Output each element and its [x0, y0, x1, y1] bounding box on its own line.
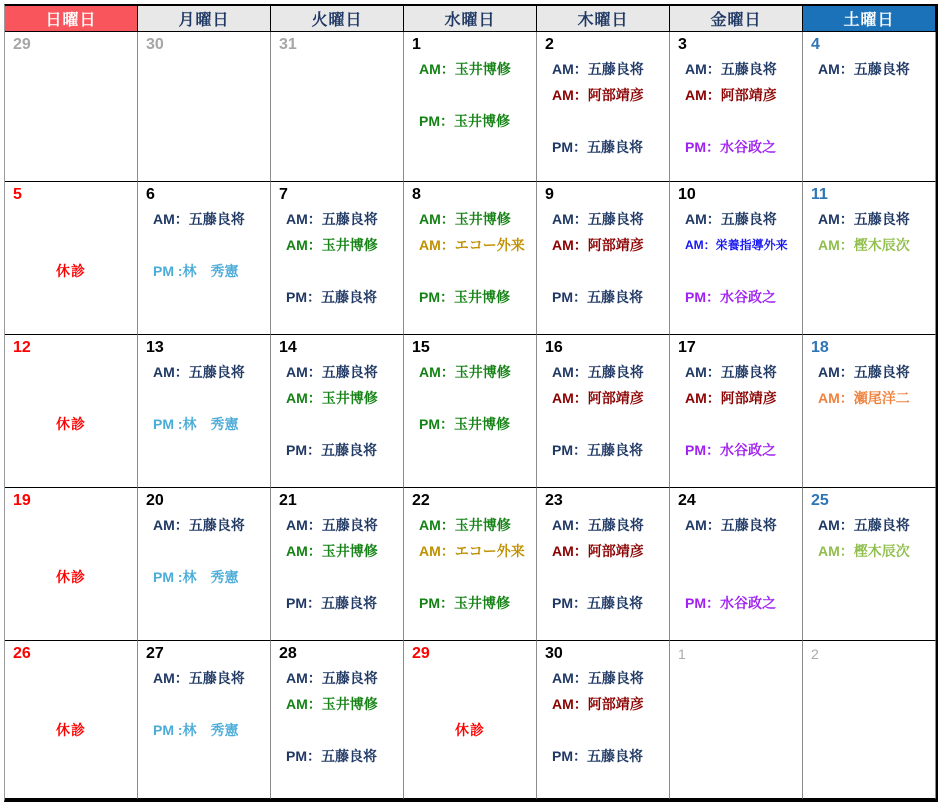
- shift-entry: AM：五藤良将: [552, 670, 644, 686]
- shift-entry: AM：五藤良将: [552, 61, 644, 77]
- empty-slot: [803, 82, 935, 108]
- day-number: 10: [678, 186, 696, 203]
- closed-label: 休診: [56, 569, 86, 585]
- shift-entry: PM：五藤良将: [552, 289, 643, 305]
- empty-slot: [803, 590, 935, 616]
- day-cell-31: [271, 32, 404, 182]
- shift-entry: PM：水谷政之: [685, 442, 776, 458]
- shift-entry: PM：玉井博修: [419, 416, 510, 432]
- day-number: 18: [811, 339, 829, 356]
- day-cell-29: [5, 32, 138, 182]
- shift-entry: PM：水谷政之: [685, 289, 776, 305]
- day-number: 2: [811, 646, 819, 662]
- weekday-header-thursday: 木曜日: [537, 5, 670, 32]
- shift-entry: AM：樫木辰次: [818, 543, 910, 559]
- empty-slot: [5, 134, 137, 160]
- closed-label: 休診: [56, 263, 86, 279]
- day-number: 15: [412, 339, 430, 356]
- empty-slot: [670, 691, 802, 717]
- empty-slot: [803, 564, 935, 590]
- shift-entry: AM：阿部靖彦: [552, 543, 644, 559]
- day-cell-18: [803, 335, 936, 488]
- shift-entry: AM：五藤良将: [552, 364, 644, 380]
- shift-entry: PM：五藤良将: [286, 748, 377, 764]
- day-cell-13: [138, 335, 271, 488]
- day-number: 7: [279, 186, 288, 203]
- empty-slot: [5, 359, 137, 385]
- empty-slot: [271, 411, 403, 437]
- empty-slot: [803, 284, 935, 310]
- empty-slot: [138, 590, 270, 616]
- day-number: 25: [811, 492, 829, 509]
- shift-entry: PM：玉井博修: [419, 595, 510, 611]
- shift-entry: AM：五藤良将: [818, 61, 910, 77]
- day-cell-29: [404, 641, 537, 799]
- empty-slot: [537, 411, 669, 437]
- day-number: 27: [146, 645, 164, 662]
- shift-entry: PM :林 秀憲: [153, 569, 239, 585]
- weekday-header-friday: 金曜日: [670, 5, 803, 32]
- day-number: 3: [678, 36, 687, 53]
- day-number: 12: [13, 339, 31, 356]
- empty-slot: [138, 134, 270, 160]
- monthly-schedule-calendar: [4, 4, 938, 802]
- empty-slot: [5, 743, 137, 769]
- empty-slot: [670, 743, 802, 769]
- shift-entry: AM：五藤良将: [153, 517, 245, 533]
- shift-entry: PM :林 秀憲: [153, 263, 239, 279]
- shift-entry: AM：玉井博修: [419, 364, 511, 380]
- empty-slot: [5, 284, 137, 310]
- shift-entry: PM：五藤良将: [552, 748, 643, 764]
- empty-slot: [670, 258, 802, 284]
- day-number: 16: [545, 339, 563, 356]
- empty-slot: [404, 564, 536, 590]
- empty-slot: [803, 134, 935, 160]
- empty-slot: [803, 717, 935, 743]
- empty-slot: [5, 56, 137, 82]
- empty-slot: [271, 564, 403, 590]
- empty-slot: [537, 717, 669, 743]
- empty-slot: [670, 538, 802, 564]
- empty-slot: [271, 82, 403, 108]
- empty-slot: [670, 665, 802, 691]
- day-cell-21: [271, 488, 404, 641]
- day-number: 1: [412, 36, 421, 53]
- empty-slot: [271, 108, 403, 134]
- day-number: 1: [678, 646, 686, 662]
- shift-entry: PM：五藤良将: [286, 595, 377, 611]
- shift-entry: AM：五藤良将: [818, 211, 910, 227]
- shift-entry: AM：五藤良将: [685, 364, 777, 380]
- empty-slot: [803, 437, 935, 463]
- day-number: 19: [13, 492, 31, 509]
- empty-slot: [138, 385, 270, 411]
- shift-entry: AM：玉井博修: [419, 211, 511, 227]
- shift-entry: AM：瀬尾洋二: [818, 390, 910, 406]
- empty-slot: [404, 385, 536, 411]
- empty-slot: [404, 82, 536, 108]
- day-cell-14: [271, 335, 404, 488]
- empty-slot: [138, 82, 270, 108]
- day-cell-26: [5, 641, 138, 799]
- shift-entry: AM：五藤良将: [552, 517, 644, 533]
- day-number: 28: [279, 645, 297, 662]
- empty-slot: [537, 564, 669, 590]
- day-number: 23: [545, 492, 563, 509]
- empty-slot: [404, 134, 536, 160]
- day-cell-17: [670, 335, 803, 488]
- empty-slot: [5, 437, 137, 463]
- day-number: 8: [412, 186, 421, 203]
- day-cell-22: [404, 488, 537, 641]
- day-number: 21: [279, 492, 297, 509]
- shift-entry: AM：五藤良将: [818, 517, 910, 533]
- weekday-header-saturday: 土曜日: [803, 5, 936, 32]
- empty-slot: [537, 108, 669, 134]
- closed-label: 休診: [56, 722, 86, 738]
- shift-entry: AM：五藤良将: [685, 517, 777, 533]
- shift-entry: PM：玉井博修: [419, 289, 510, 305]
- day-cell-19: [5, 488, 138, 641]
- empty-slot: [803, 411, 935, 437]
- empty-slot: [404, 258, 536, 284]
- day-cell-24: [670, 488, 803, 641]
- empty-slot: [138, 691, 270, 717]
- empty-slot: [5, 665, 137, 691]
- empty-slot: [404, 691, 536, 717]
- empty-slot: [138, 232, 270, 258]
- day-cell-15: [404, 335, 537, 488]
- empty-slot: [404, 743, 536, 769]
- weekday-header-tuesday: 火曜日: [271, 5, 404, 32]
- empty-slot: [138, 437, 270, 463]
- day-number: 2: [545, 36, 554, 53]
- shift-entry: AM：エコー外来: [419, 237, 525, 253]
- shift-entry: PM：水谷政之: [685, 139, 776, 155]
- shift-entry: AM：玉井博修: [286, 390, 378, 406]
- day-number: 24: [678, 492, 696, 509]
- empty-slot: [670, 564, 802, 590]
- day-number: 6: [146, 186, 155, 203]
- shift-entry: AM：阿部靖彦: [552, 237, 644, 253]
- shift-entry: AM：樫木辰次: [818, 237, 910, 253]
- shift-entry: PM :林 秀憲: [153, 416, 239, 432]
- shift-entry: AM：阿部靖彦: [685, 390, 777, 406]
- empty-slot: [138, 743, 270, 769]
- shift-entry: AM：五藤良将: [685, 61, 777, 77]
- empty-slot: [138, 108, 270, 134]
- day-number: 26: [13, 645, 31, 662]
- day-number: 29: [13, 36, 31, 53]
- empty-slot: [5, 232, 137, 258]
- shift-entry: PM：五藤良将: [286, 442, 377, 458]
- empty-slot: [803, 743, 935, 769]
- empty-slot: [803, 108, 935, 134]
- shift-entry: AM：五藤良将: [153, 670, 245, 686]
- shift-entry: AM：玉井博修: [286, 543, 378, 559]
- empty-slot: [803, 691, 935, 717]
- day-cell-7: [271, 182, 404, 335]
- shift-entry: AM：玉井博修: [286, 237, 378, 253]
- shift-entry: PM：玉井博修: [419, 113, 510, 129]
- day-cell-8: [404, 182, 537, 335]
- day-number: 20: [146, 492, 164, 509]
- empty-slot: [404, 437, 536, 463]
- empty-slot: [271, 56, 403, 82]
- shift-entry: PM：五藤良将: [286, 289, 377, 305]
- shift-entry: AM：玉井博修: [286, 696, 378, 712]
- shift-entry: AM：五藤良将: [286, 211, 378, 227]
- shift-entry: PM：五藤良将: [552, 595, 643, 611]
- weekday-header-sunday: 日曜日: [5, 5, 138, 32]
- day-cell-1: [670, 641, 803, 799]
- day-cell-23: [537, 488, 670, 641]
- shift-entry: AM：五藤良将: [286, 670, 378, 686]
- empty-slot: [5, 82, 137, 108]
- shift-entry: AM：玉井博修: [419, 517, 511, 533]
- day-number: 29: [412, 645, 430, 662]
- empty-slot: [271, 258, 403, 284]
- shift-entry: AM：玉井博修: [419, 61, 511, 77]
- shift-entry: AM：五藤良将: [153, 211, 245, 227]
- empty-slot: [803, 258, 935, 284]
- day-cell-25: [803, 488, 936, 641]
- empty-slot: [670, 717, 802, 743]
- day-number: 30: [146, 36, 164, 53]
- day-cell-20: [138, 488, 271, 641]
- weekday-header-wednesday: 水曜日: [404, 5, 537, 32]
- empty-slot: [670, 411, 802, 437]
- day-number: 17: [678, 339, 696, 356]
- shift-entry: AM：五藤良将: [286, 364, 378, 380]
- shift-entry: AM：阿部靖彦: [552, 696, 644, 712]
- shift-entry: AM：五藤良将: [552, 211, 644, 227]
- day-number: 13: [146, 339, 164, 356]
- day-cell-30: [138, 32, 271, 182]
- day-cell-10: [670, 182, 803, 335]
- day-number: 14: [279, 339, 297, 356]
- day-cell-1: [404, 32, 537, 182]
- empty-slot: [138, 284, 270, 310]
- shift-entry: AM：阿部靖彦: [552, 87, 644, 103]
- closed-label: 休診: [455, 722, 485, 738]
- day-number: 31: [279, 36, 297, 53]
- day-cell-9: [537, 182, 670, 335]
- empty-slot: [5, 538, 137, 564]
- day-cell-2: [803, 641, 936, 799]
- shift-entry: AM：五藤良将: [818, 364, 910, 380]
- empty-slot: [5, 206, 137, 232]
- day-cell-27: [138, 641, 271, 799]
- shift-entry: AM：五藤良将: [286, 517, 378, 533]
- empty-slot: [5, 108, 137, 134]
- empty-slot: [5, 590, 137, 616]
- empty-slot: [670, 108, 802, 134]
- shift-entry: PM：五藤良将: [552, 442, 643, 458]
- day-cell-12: [5, 335, 138, 488]
- shift-entry: AM：五藤良将: [153, 364, 245, 380]
- day-cell-28: [271, 641, 404, 799]
- day-number: 30: [545, 645, 563, 662]
- empty-slot: [271, 717, 403, 743]
- day-cell-6: [138, 182, 271, 335]
- shift-entry: AM：阿部靖彦: [685, 87, 777, 103]
- calendar-grid: [5, 5, 936, 799]
- day-cell-11: [803, 182, 936, 335]
- day-number: 11: [811, 186, 828, 203]
- shift-entry: AM：阿部靖彦: [552, 390, 644, 406]
- empty-slot: [803, 665, 935, 691]
- day-cell-4: [803, 32, 936, 182]
- day-cell-3: [670, 32, 803, 182]
- day-number: 9: [545, 186, 554, 203]
- day-cell-30: [537, 641, 670, 799]
- day-number: 5: [13, 186, 22, 203]
- day-cell-16: [537, 335, 670, 488]
- empty-slot: [138, 56, 270, 82]
- shift-entry: PM：五藤良将: [552, 139, 643, 155]
- empty-slot: [5, 512, 137, 538]
- shift-entry: AM：栄養指導外来: [685, 238, 788, 252]
- empty-slot: [537, 258, 669, 284]
- weekday-header-monday: 月曜日: [138, 5, 271, 32]
- shift-entry: AM：五藤良将: [685, 211, 777, 227]
- empty-slot: [5, 385, 137, 411]
- day-number: 4: [811, 36, 820, 53]
- shift-entry: PM :林 秀憲: [153, 722, 239, 738]
- empty-slot: [5, 691, 137, 717]
- empty-slot: [138, 538, 270, 564]
- day-cell-5: [5, 182, 138, 335]
- closed-label: 休診: [56, 416, 86, 432]
- shift-entry: AM：エコー外来: [419, 543, 525, 559]
- day-number: 22: [412, 492, 430, 509]
- day-cell-2: [537, 32, 670, 182]
- empty-slot: [404, 665, 536, 691]
- empty-slot: [271, 134, 403, 160]
- shift-entry: PM：水谷政之: [685, 595, 776, 611]
